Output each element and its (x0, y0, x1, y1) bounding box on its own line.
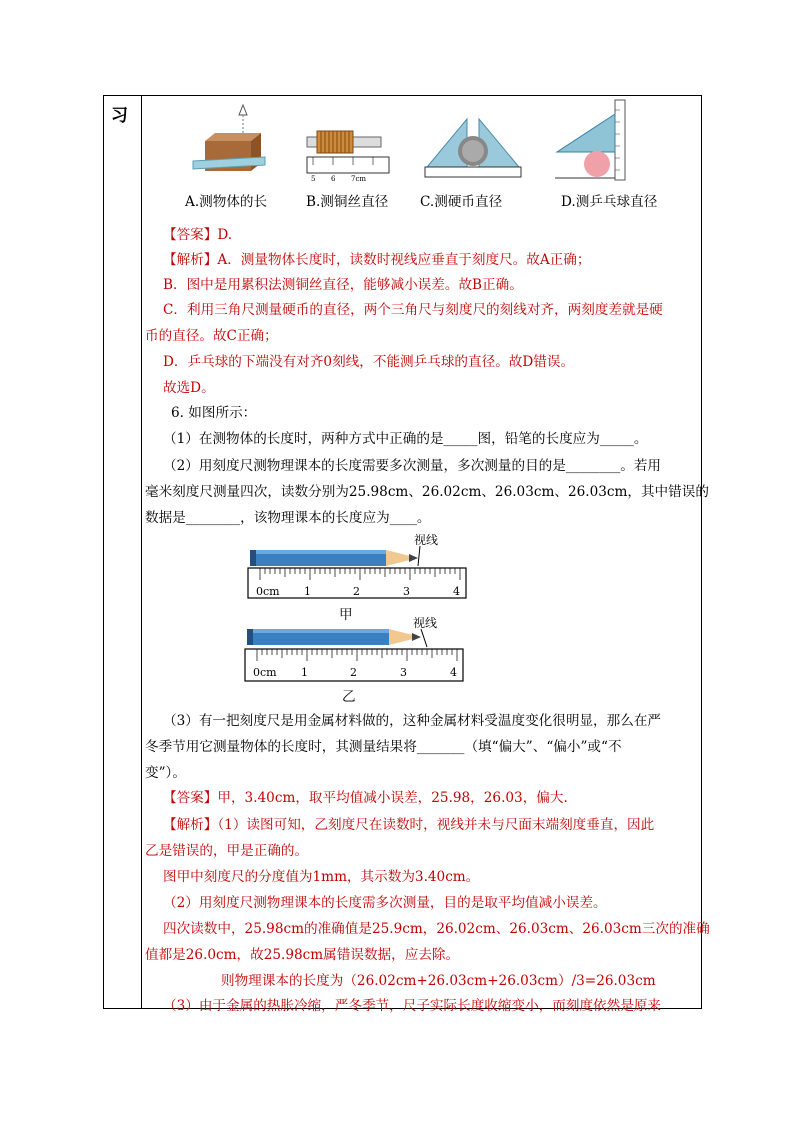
ruler-tick-label: 0cm (256, 585, 280, 598)
content-cell (143, 95, 710, 1014)
ruler-tick-label: 3 (403, 585, 410, 598)
q5-choice: 故选D。 (163, 380, 215, 396)
figure-a-block-ruler (185, 103, 275, 183)
q6-part3-line2: 冬季节用它测量物体的长度时，其测量结果将_______（填“偏大”、“偏小”或“不 (145, 739, 622, 755)
sightline-label: 视线 (414, 533, 439, 547)
q6-part3-line3: 变”）。 (145, 765, 186, 781)
figure-a-caption: A.测物体的长 (185, 194, 268, 210)
q5-analysis-c-line1: C．利用三角尺测量硬币的直径，两个三角尺与刻度尺的刻线对齐，两刻度差就是硬 (163, 302, 663, 318)
q6-analysis-2-line3: 值都是26.0cm，故25.98cm属错误数据，应去除。 (145, 947, 460, 963)
q6-answer: 【答案】甲，3.40cm，取平均值减小误差，25.98，26.03，偏大. (163, 790, 568, 806)
figure-b-tick: 5 (311, 175, 316, 183)
figure-jia-label: 甲 (339, 607, 353, 623)
q5-analysis-c-line2: 币的直径。故C正确； (145, 328, 278, 344)
figure-b-tick: 6 (331, 175, 336, 183)
sightline-label: 视线 (413, 616, 438, 630)
q5-answer: 【答案】D. (163, 227, 233, 243)
column-divider (141, 96, 142, 1008)
q6-analysis-2-line2: 四次读数中，25.98cm的准确值是25.9cm，26.02cm、26.03cm、26.03cm三次的准确 (163, 921, 710, 937)
figure-yi-pencil-ruler (243, 615, 468, 690)
ruler-tick-label: 1 (301, 666, 308, 679)
figure-d-ball-set-square (553, 98, 643, 183)
q6-title: 6. 如图所示： (171, 405, 257, 421)
ruler-tick-label: 2 (353, 585, 360, 598)
figure-b-coil-ruler (303, 125, 393, 183)
q6-analysis-3-line1: （3）由于金属的热胀冷缩，严冬季节，尺子实际长度收缩变小，而刻度依然是原来 (163, 998, 662, 1014)
figure-jia-pencil-ruler (246, 530, 471, 610)
figure-c-caption: C.测硬币直径 (420, 194, 503, 210)
ruler-tick-label: 1 (304, 585, 311, 598)
q6-analysis-1-line2: 乙是错误的，甲是正确的。 (145, 843, 309, 859)
q5-analysis-b: B．图中是用累积法测铜丝直径，能够减小误差。故B正确。 (163, 277, 523, 293)
ruler-tick-label: 3 (400, 666, 407, 679)
figure-d-caption: D.测乒乓球直径 (561, 194, 658, 210)
figure-b-tick: 7cm (351, 175, 367, 183)
section-label: 习 (111, 106, 128, 126)
figure-c-set-squares-coin (423, 115, 523, 185)
q6-part3-line1: （3）有一把刻度尺是用金属材料做的，这种金属材料受温度变化很明显，那么在严 (163, 713, 662, 729)
figure-yi-label: 乙 (342, 689, 356, 705)
ruler-tick-label: 0cm (253, 666, 277, 679)
q5-analysis-d: D．乒乓球的下端没有对齐0刻线，不能测乒乓球的直径。故D错误。 (163, 354, 575, 370)
q6-part2-line1: （2）用刻度尺测物理课本的长度需要多次测量，多次测量的目的是________。若用 (163, 458, 662, 474)
ruler-tick-label: 4 (450, 666, 457, 679)
q5-analysis-a: 【解析】A．测量物体长度时，读数时视线应垂直于刻度尺。故A正确； (163, 252, 591, 268)
q6-part2-line2: 毫米刻度尺测量四次，读数分别为25.98cm、26.02cm、26.03cm、26.03cm，其中错误的 (145, 484, 709, 500)
q6-analysis-2-line4: 则物理课本的长度为（26.02cm+26.03cm+26.03cm）/3=26.03cm (221, 973, 656, 989)
q6-part1: （1）在测物体的长度时，两种方式中正确的是_____图，铅笔的长度应为_____。 (163, 431, 648, 447)
figure-b-caption: B.测铜丝直径 (306, 194, 389, 210)
q6-analysis-1-line3: 图甲中刻度尺的分度值为1mm，其示数为3.40cm。 (163, 869, 480, 885)
ruler-tick-label: 2 (350, 666, 357, 679)
q6-analysis-1-line1: 【解析】（1）读图可知，乙刻度尺在读数时，视线并未与尺面末端刻度垂直，因此 (163, 817, 655, 833)
ruler-tick-label: 4 (453, 585, 460, 598)
q6-analysis-2-line1: （2）用刻度尺测物理课本的长度需多次测量，目的是取平均值减小误差。 (163, 895, 607, 911)
q6-part2-line3: 数据是________，该物理课本的长度应为____。 (145, 510, 431, 526)
